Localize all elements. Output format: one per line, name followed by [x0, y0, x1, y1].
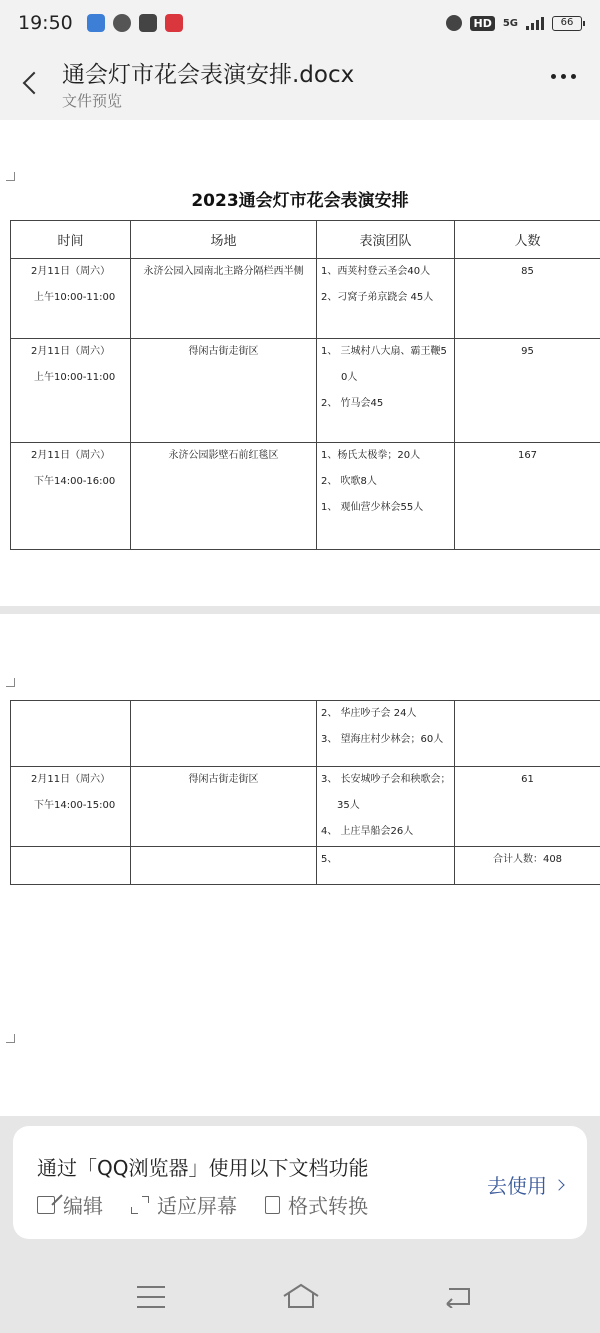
team-item: 1、 观仙营少林会55人: [321, 502, 424, 513]
time-cell: 上午10:00-11:00: [34, 292, 116, 303]
venue-cell: 永济公园影壁石前红毯区: [168, 450, 279, 461]
page-corner-mark: [6, 678, 15, 687]
recent-apps-button[interactable]: [137, 1286, 165, 1308]
battery-icon: 66: [552, 16, 582, 31]
time-cell: 上午10:00-11:00: [34, 372, 116, 383]
system-nav-bar: [0, 1262, 600, 1333]
team-item: 1、 三城村八大扇、霸王鞭5: [321, 346, 447, 357]
table-row: [11, 259, 600, 339]
document-page-1: [0, 120, 600, 606]
use-now-button[interactable]: [487, 1170, 563, 1199]
date-cell: 2月11日（周六）: [31, 266, 111, 277]
document-icon: [265, 1196, 280, 1214]
document-title: 2023通会灯市花会表演安排: [191, 191, 409, 211]
column-header-time: 时间: [11, 221, 131, 259]
table-header-row: [11, 221, 600, 259]
team-item: 2、刁窝子弟京跷会 45人: [321, 292, 434, 303]
network-type: 5G: [502, 17, 518, 29]
fit-screen-icon: [131, 1196, 149, 1214]
team-item: 2、 华庄吵子会 24人: [321, 708, 417, 719]
system-icons: [446, 15, 582, 31]
file-subtitle: 文件预览: [62, 92, 123, 110]
chevron-right-icon: [553, 1179, 564, 1190]
team-item: 4、 上庄旱船会26人: [321, 826, 414, 837]
windmill-notification-icon: [139, 14, 157, 32]
red-app-notification-icon: [165, 14, 183, 32]
count-cell: 61: [521, 774, 534, 785]
date-cell: 2月11日（周六）: [31, 450, 111, 461]
page-corner-mark: [6, 172, 15, 181]
document-page-2: [0, 614, 600, 1116]
team-item: 5、: [321, 854, 338, 865]
promo-text: 通过「QQ浏览器」使用以下文档功能: [37, 1156, 369, 1180]
team-item: 3、 望海庄村少林会；60人: [321, 734, 444, 745]
count-cell: 85: [521, 266, 534, 277]
column-header-count: 人数: [455, 221, 600, 259]
team-item: 1、杨氏太极拳；20人: [321, 450, 421, 461]
page-corner-mark: [6, 1034, 15, 1043]
signal-icon: [526, 16, 544, 30]
fit-screen-label: 适应屏幕: [157, 1194, 237, 1218]
edit-feature[interactable]: [37, 1190, 103, 1219]
convert-format-label: 格式转换: [288, 1194, 368, 1218]
venue-cell: 永济公园入园南北主路分隔栏西半侧: [143, 266, 304, 277]
status-bar: [0, 0, 600, 46]
fit-screen-feature[interactable]: [131, 1190, 237, 1219]
alarm-icon: [446, 15, 462, 31]
total-count-cell: 合计人数：408: [492, 854, 563, 865]
team-item: 2、 竹马会45: [321, 398, 384, 409]
column-header-team: 表演团队: [317, 221, 455, 259]
back-nav-icon[interactable]: [443, 1284, 473, 1308]
table-row-total: [11, 847, 600, 885]
team-item: 3、 长安城吵子会和秧歌会；: [321, 774, 451, 785]
status-time: 19:50: [18, 12, 73, 34]
qq-browser-promo-card: [13, 1126, 587, 1239]
column-header-venue: 场地: [131, 221, 317, 259]
app-notification-icon: [87, 14, 105, 32]
notification-icons: [87, 14, 183, 32]
file-title: 通会灯市花会表演安排.docx: [62, 62, 355, 88]
schedule-table: [10, 220, 600, 550]
table-row: [11, 339, 600, 443]
face-notification-icon: [113, 14, 131, 32]
time-cell: 下午14:00-15:00: [34, 800, 116, 811]
more-options-button[interactable]: [551, 74, 576, 79]
venue-cell: 得闲古街走街区: [188, 774, 259, 785]
team-item: 2、 吹歌8人: [321, 476, 377, 487]
count-cell: 95: [521, 346, 534, 357]
team-item: 0人: [341, 372, 358, 383]
promo-features: [37, 1190, 368, 1219]
count-cell: 167: [517, 450, 538, 461]
venue-cell: 得闲古街走街区: [188, 346, 259, 357]
chevron-left-icon: [23, 72, 46, 95]
use-now-label: 去使用: [487, 1174, 547, 1198]
team-item: 1、西荚村登云圣会40人: [321, 266, 431, 277]
table-row: [11, 767, 600, 847]
table-row: [11, 701, 600, 767]
edit-label: 编辑: [63, 1194, 103, 1218]
back-button[interactable]: [16, 66, 46, 100]
schedule-table-continued: [10, 700, 600, 885]
home-icon[interactable]: [282, 1282, 320, 1310]
convert-format-feature[interactable]: [265, 1190, 368, 1219]
table-row: [11, 443, 600, 550]
team-item: 35人: [337, 800, 360, 811]
hd-badge: HD: [470, 16, 494, 31]
edit-icon: [37, 1196, 55, 1214]
top-app-bar: [0, 46, 600, 120]
date-cell: 2月11日（周六）: [31, 346, 111, 357]
time-cell: 下午14:00-16:00: [34, 476, 116, 487]
date-cell: 2月11日（周六）: [31, 774, 111, 785]
